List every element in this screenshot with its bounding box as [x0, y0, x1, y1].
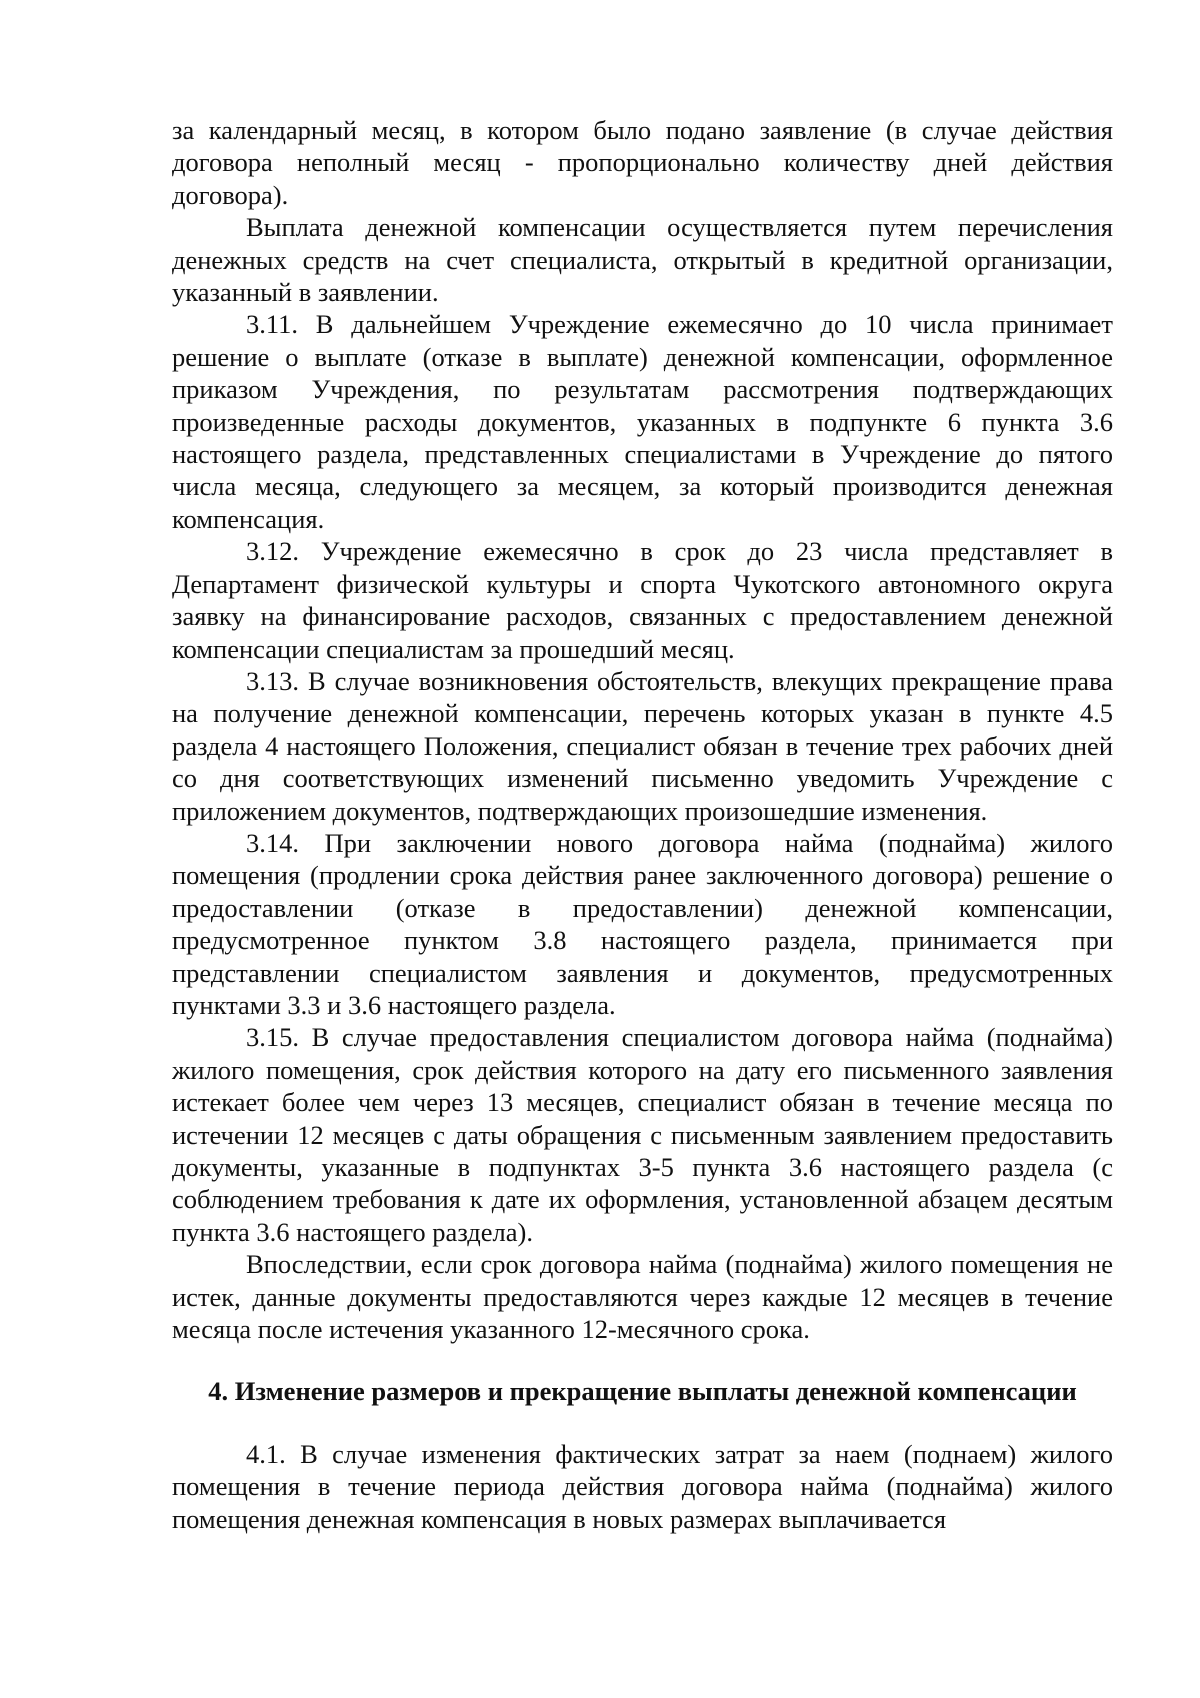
paragraph-payment-method: Выплата денежной компенсации осуществляется путем перечисления денежных средств на счет специалиста, открытый в кредитной организации, указанный в заявлении.	[172, 212, 1113, 308]
paragraph-continuation: за календарный месяц, в котором было подано заявление (в случае действия договора неполный месяц - пропорционально количеству дней действия договора).	[172, 115, 1113, 210]
paragraph-3-11: 3.11. В дальнейшем Учреждение ежемесячно до 10 числа принимает решение о выплате (отказе в выплате) денежной компенсации, оформленное приказом Учреждения, по результатам рассмотрения подтверждающих произведенные расходы документов, указанных в подпункте 6 пункта 3.6 настоящего раздела, представленных специалистами в Учреждение до пятого числа месяца, следующего за месяцем, за который производится денежная компенсация.	[172, 309, 1113, 534]
paragraph-4-1: 4.1. В случае изменения фактических затрат за наем (поднаем) жилого помещения в течение периода действия договора найма (поднайма) жилого помещения денежная компенсация в новых размерах выплачивается	[172, 1438, 1113, 1534]
paragraph-subsequently: Впоследствии, если срок договора найма (поднайма) жилого помещения не истек, данные документы предоставляются через каждые 12 месяцев в течение месяца после истечения указанного 12-месячного срока.	[172, 1249, 1113, 1345]
paragraph-3-14: 3.14. При заключении нового договора найма (поднайма) жилого помещения (продлении срока действия ранее заключенного договора) решение о предоставлении (отказе в предоставлении) денежной компенсации, предусмотренное пунктом 3.8 настоящего раздела, принимается при представлении специалистом заявления и документов, предусмотренных пунктами 3.3 и 3.6 настоящего раздела.	[172, 827, 1113, 1020]
paragraph-3-12: 3.12. Учреждение ежемесячно в срок до 23 числа представляет в Департамент физической культуры и спорта Чукотского автономного округа заявку на финансирование расходов, связанных с предоставлением денежной компенсации специалистам за прошедший месяц.	[172, 536, 1113, 664]
paragraph-3-13: 3.13. В случае возникновения обстоятельств, влекущих прекращение права на получение денежной компенсации, перечень которых указан в пункте 4.5 раздела 4 настоящего Положения, специалист обязан в течение трех рабочих дней со дня соответствующих изменений письменно уведомить Учреждение с приложением документов, подтверждающих произошедшие изменения.	[172, 665, 1113, 826]
document-body	[172, 114, 1113, 1535]
paragraph-3-15: 3.15. В случае предоставления специалистом договора найма (поднайма) жилого помещения, срок действия которого на дату его письменного заявления истекает более чем через 13 месяцев, специалист обязан в течение месяца по истечении 12 месяцев с даты обращения с письменным заявлением предоставить документы, указанные в подпунктах 3-5 пункта 3.6 настоящего раздела (с соблюдением требования к дате их оформления, установленной абзацем десятым пункта 3.6 настоящего раздела).	[172, 1022, 1113, 1247]
section-heading: 4. Изменение размеров и прекращение выплаты денежной компенсации	[208, 1376, 1077, 1407]
